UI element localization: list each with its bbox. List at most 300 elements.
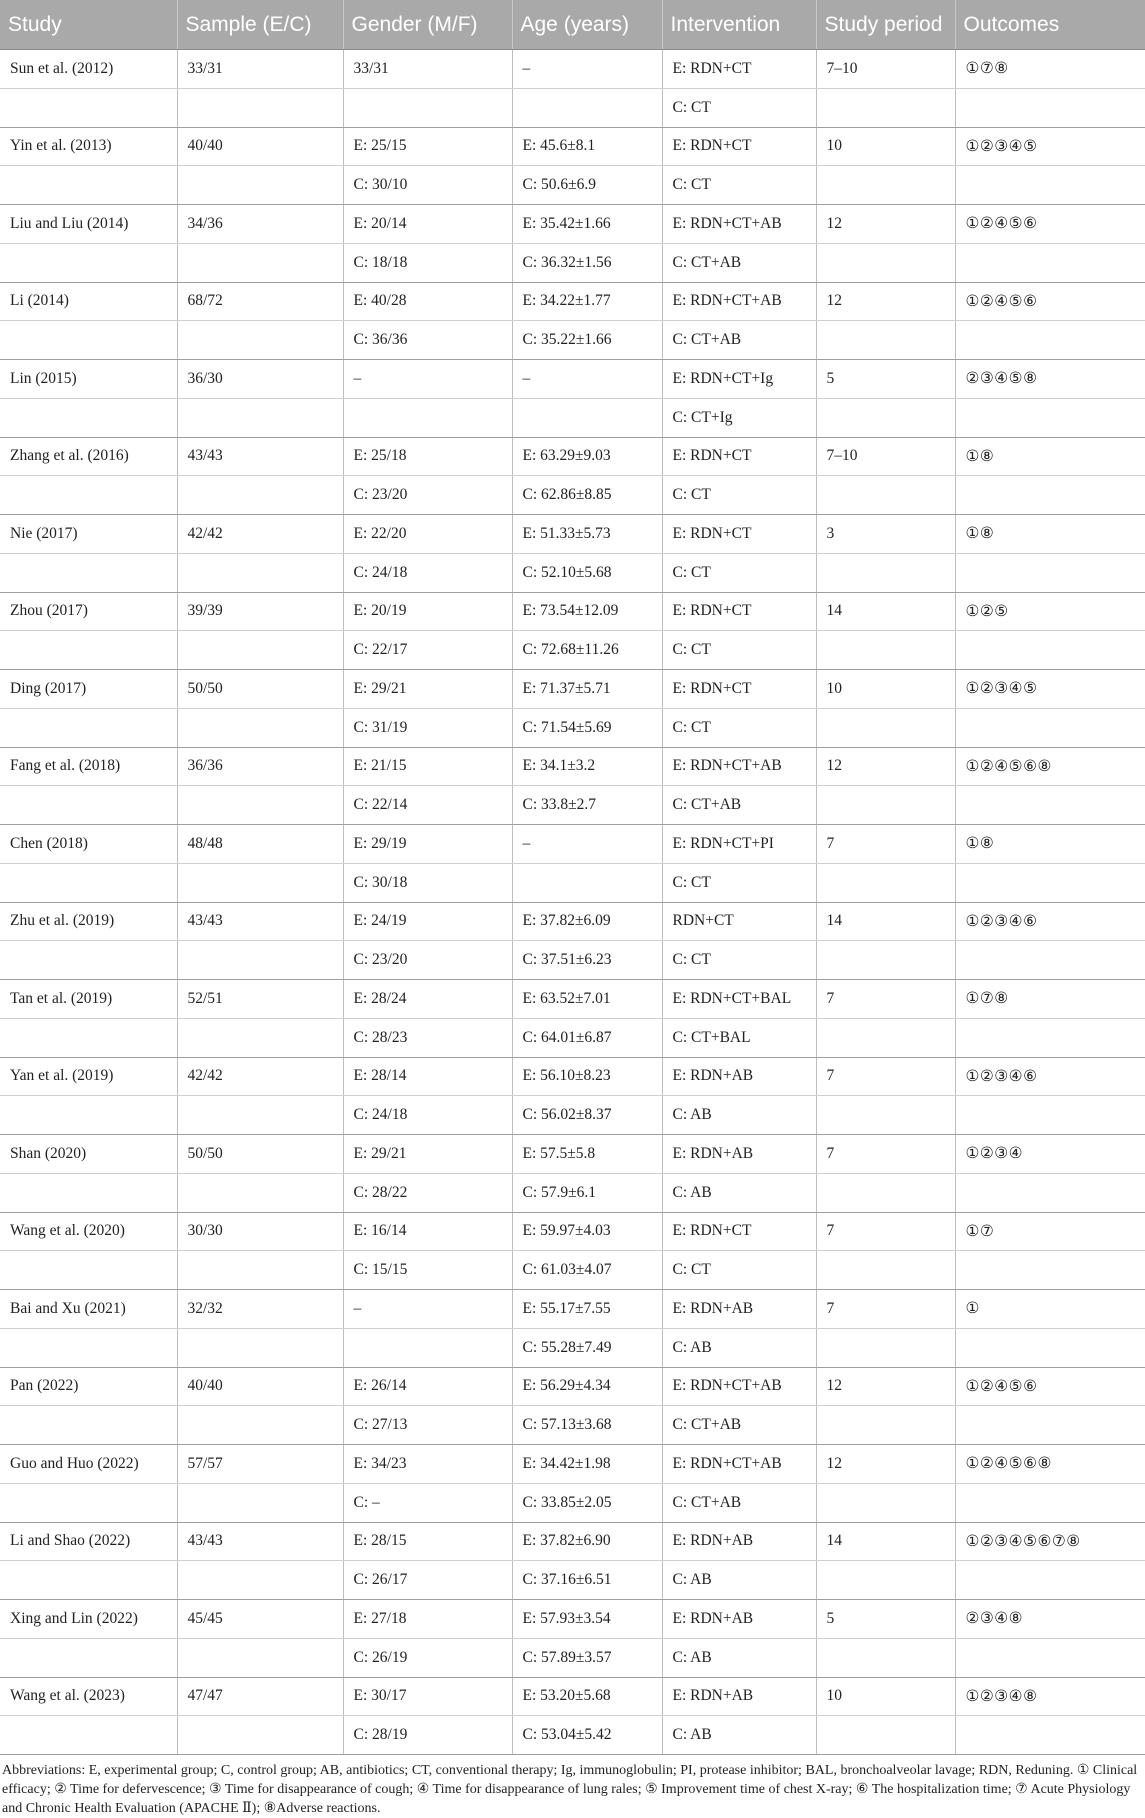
table-row-experimental xyxy=(0,1445,1145,1484)
table-row-experimental xyxy=(0,1677,1145,1716)
cell-intervention-e: E: RDN+AB xyxy=(662,1135,816,1174)
cell-age-e: – xyxy=(512,50,662,89)
cell-intervention-e: E: RDN+CT+AB xyxy=(662,282,816,321)
cell-intervention-c: C: CT xyxy=(662,1251,816,1290)
cell-age-e: E: 56.10±8.23 xyxy=(512,1057,662,1096)
cell-intervention-c: C: CT+AB xyxy=(662,321,816,360)
cell-gender-c xyxy=(343,88,512,127)
table-row-experimental xyxy=(0,670,1145,709)
cell-age-e: E: 59.97±4.03 xyxy=(512,1212,662,1251)
cell-study: Sun et al. (2012) xyxy=(0,50,177,89)
table-row-control xyxy=(0,1328,1145,1367)
cell-sample: 34/36 xyxy=(177,205,343,244)
cell-gender-e: E: 26/14 xyxy=(343,1367,512,1406)
cell-sample-blank xyxy=(177,1328,343,1367)
cell-sample-blank xyxy=(177,1173,343,1212)
cell-period: 10 xyxy=(816,127,955,166)
cell-sample-blank xyxy=(177,321,343,360)
cell-gender-e: E: 28/15 xyxy=(343,1522,512,1561)
cell-sample-blank xyxy=(177,1251,343,1290)
cell-outcomes: ①⑧ xyxy=(955,825,1145,864)
cell-study-blank xyxy=(0,1638,177,1677)
cell-gender-e: E: 29/21 xyxy=(343,670,512,709)
cell-sample: 40/40 xyxy=(177,127,343,166)
cell-outcomes-blank xyxy=(955,476,1145,515)
table-row-experimental xyxy=(0,1367,1145,1406)
cell-gender-e: E: 25/18 xyxy=(343,437,512,476)
cell-intervention-c: C: AB xyxy=(662,1561,816,1600)
cell-study-blank xyxy=(0,553,177,592)
cell-study: Xing and Lin (2022) xyxy=(0,1600,177,1639)
cell-study: Guo and Huo (2022) xyxy=(0,1445,177,1484)
cell-sample-blank xyxy=(177,398,343,437)
table-row-control xyxy=(0,1018,1145,1057)
cell-study: Liu and Liu (2014) xyxy=(0,205,177,244)
cell-gender-e: E: 28/24 xyxy=(343,980,512,1019)
cell-gender-c: C: 27/13 xyxy=(343,1406,512,1445)
cell-gender-c: C: 30/18 xyxy=(343,863,512,902)
table-row-experimental xyxy=(0,825,1145,864)
table-row-experimental xyxy=(0,282,1145,321)
cell-intervention-c: C: AB xyxy=(662,1716,816,1755)
cell-sample-blank xyxy=(177,941,343,980)
cell-outcomes: ① xyxy=(955,1290,1145,1329)
header-sample: Sample (E/C) xyxy=(177,0,343,50)
cell-gender-c: C: 15/15 xyxy=(343,1251,512,1290)
cell-study: Lin (2015) xyxy=(0,360,177,399)
cell-intervention-e: E: RDN+CT+AB xyxy=(662,1445,816,1484)
table-row-experimental xyxy=(0,1212,1145,1251)
cell-gender-c: C: 24/18 xyxy=(343,1096,512,1135)
table-row-experimental xyxy=(0,980,1145,1019)
cell-study-blank xyxy=(0,786,177,825)
cell-outcomes-blank xyxy=(955,941,1145,980)
cell-study-blank xyxy=(0,1483,177,1522)
cell-age-c: C: 71.54±5.69 xyxy=(512,708,662,747)
cell-gender-e: – xyxy=(343,360,512,399)
cell-period: 5 xyxy=(816,360,955,399)
table-row-experimental xyxy=(0,1057,1145,1096)
cell-study: Yin et al. (2013) xyxy=(0,127,177,166)
table-body xyxy=(0,50,1145,1755)
cell-sample: 68/72 xyxy=(177,282,343,321)
cell-outcomes-blank xyxy=(955,1251,1145,1290)
cell-gender-c: C: 22/17 xyxy=(343,631,512,670)
cell-sample-blank xyxy=(177,1716,343,1755)
cell-study: Ding (2017) xyxy=(0,670,177,709)
cell-outcomes: ①②⑤ xyxy=(955,592,1145,631)
cell-gender-c: C: 23/20 xyxy=(343,476,512,515)
cell-period-blank xyxy=(816,631,955,670)
cell-intervention-c: C: CT xyxy=(662,166,816,205)
cell-gender-c xyxy=(343,398,512,437)
cell-intervention-e: E: RDN+CT+AB xyxy=(662,205,816,244)
table-row-experimental xyxy=(0,360,1145,399)
cell-intervention-e: E: RDN+AB xyxy=(662,1522,816,1561)
cell-intervention-e: E: RDN+CT xyxy=(662,50,816,89)
cell-study: Chen (2018) xyxy=(0,825,177,864)
cell-period: 7 xyxy=(816,1212,955,1251)
cell-study-blank xyxy=(0,1173,177,1212)
table-row-control xyxy=(0,1716,1145,1755)
cell-sample: 32/32 xyxy=(177,1290,343,1329)
cell-study: Wang et al. (2020) xyxy=(0,1212,177,1251)
cell-period: 7 xyxy=(816,1057,955,1096)
cell-outcomes: ①②③④⑥ xyxy=(955,1057,1145,1096)
cell-age-c: C: 50.6±6.9 xyxy=(512,166,662,205)
table-row-control xyxy=(0,941,1145,980)
cell-age-e: E: 56.29±4.34 xyxy=(512,1367,662,1406)
cell-intervention-c: C: CT xyxy=(662,476,816,515)
cell-study: Shan (2020) xyxy=(0,1135,177,1174)
cell-study-blank xyxy=(0,1328,177,1367)
cell-age-e: E: 63.29±9.03 xyxy=(512,437,662,476)
table-row-experimental xyxy=(0,515,1145,554)
table-row-experimental xyxy=(0,437,1145,476)
cell-gender-c: C: 26/19 xyxy=(343,1638,512,1677)
header-outcomes: Outcomes xyxy=(955,0,1145,50)
cell-sample-blank xyxy=(177,166,343,205)
cell-study-blank xyxy=(0,941,177,980)
cell-sample: 52/51 xyxy=(177,980,343,1019)
cell-gender-e: E: 34/23 xyxy=(343,1445,512,1484)
cell-gender-e: 33/31 xyxy=(343,50,512,89)
cell-outcomes: ①②④⑤⑥⑧ xyxy=(955,747,1145,786)
cell-age-e: E: 37.82±6.90 xyxy=(512,1522,662,1561)
cell-period-blank xyxy=(816,398,955,437)
table-row-control xyxy=(0,243,1145,282)
cell-study: Zhang et al. (2016) xyxy=(0,437,177,476)
cell-intervention-c: C: CT xyxy=(662,941,816,980)
cell-sample: 48/48 xyxy=(177,825,343,864)
table-row-experimental xyxy=(0,1522,1145,1561)
cell-outcomes: ①②③④⑤⑥⑦⑧ xyxy=(955,1522,1145,1561)
cell-period-blank xyxy=(816,166,955,205)
cell-period-blank xyxy=(816,1406,955,1445)
cell-age-c xyxy=(512,863,662,902)
cell-outcomes-blank xyxy=(955,631,1145,670)
cell-age-e: E: 34.42±1.98 xyxy=(512,1445,662,1484)
cell-sample-blank xyxy=(177,553,343,592)
cell-sample: 47/47 xyxy=(177,1677,343,1716)
header-age: Age (years) xyxy=(512,0,662,50)
cell-sample-blank xyxy=(177,1483,343,1522)
cell-age-c: C: 64.01±6.87 xyxy=(512,1018,662,1057)
cell-age-e: E: 51.33±5.73 xyxy=(512,515,662,554)
cell-gender-e: E: 40/28 xyxy=(343,282,512,321)
table-row-control xyxy=(0,1638,1145,1677)
cell-age-c: C: 36.32±1.56 xyxy=(512,243,662,282)
cell-sample: 39/39 xyxy=(177,592,343,631)
cell-intervention-c: C: CT+AB xyxy=(662,1406,816,1445)
cell-period: 14 xyxy=(816,902,955,941)
cell-intervention-e: E: RDN+CT xyxy=(662,670,816,709)
cell-outcomes-blank xyxy=(955,786,1145,825)
cell-age-c xyxy=(512,398,662,437)
cell-study: Yan et al. (2019) xyxy=(0,1057,177,1096)
header-row xyxy=(0,0,1145,50)
cell-gender-e: E: 28/14 xyxy=(343,1057,512,1096)
cell-sample-blank xyxy=(177,1638,343,1677)
cell-sample: 40/40 xyxy=(177,1367,343,1406)
cell-study-blank xyxy=(0,476,177,515)
header-study: Study xyxy=(0,0,177,50)
cell-gender-e: E: 24/19 xyxy=(343,902,512,941)
cell-period: 5 xyxy=(816,1600,955,1639)
cell-outcomes-blank xyxy=(955,1483,1145,1522)
cell-study-blank xyxy=(0,166,177,205)
cell-gender-c: C: 31/19 xyxy=(343,708,512,747)
cell-age-c: C: 55.28±7.49 xyxy=(512,1328,662,1367)
cell-age-e: E: 45.6±8.1 xyxy=(512,127,662,166)
cell-study: Fang et al. (2018) xyxy=(0,747,177,786)
cell-intervention-e: E: RDN+CT xyxy=(662,515,816,554)
cell-gender-c: C: – xyxy=(343,1483,512,1522)
cell-age-c: C: 53.04±5.42 xyxy=(512,1716,662,1755)
cell-period: 3 xyxy=(816,515,955,554)
cell-study-blank xyxy=(0,708,177,747)
cell-period: 10 xyxy=(816,1677,955,1716)
cell-outcomes-blank xyxy=(955,1638,1145,1677)
cell-period-blank xyxy=(816,1018,955,1057)
cell-gender-e: E: 29/21 xyxy=(343,1135,512,1174)
table-row-control xyxy=(0,863,1145,902)
cell-intervention-c: C: CT+Ig xyxy=(662,398,816,437)
cell-age-e: E: 35.42±1.66 xyxy=(512,205,662,244)
cell-sample: 42/42 xyxy=(177,515,343,554)
cell-gender-e: E: 22/20 xyxy=(343,515,512,554)
table-row-control xyxy=(0,708,1145,747)
cell-intervention-c: C: AB xyxy=(662,1328,816,1367)
cell-study-blank xyxy=(0,1018,177,1057)
cell-outcomes-blank xyxy=(955,398,1145,437)
cell-age-c: C: 37.16±6.51 xyxy=(512,1561,662,1600)
cell-age-e: E: 34.1±3.2 xyxy=(512,747,662,786)
cell-outcomes-blank xyxy=(955,1328,1145,1367)
cell-intervention-c: C: CT+AB xyxy=(662,786,816,825)
cell-sample: 42/42 xyxy=(177,1057,343,1096)
cell-study-blank xyxy=(0,631,177,670)
cell-outcomes: ①⑦⑧ xyxy=(955,50,1145,89)
cell-outcomes: ①②③④⑥ xyxy=(955,902,1145,941)
cell-period-blank xyxy=(816,243,955,282)
cell-gender-e: E: 30/17 xyxy=(343,1677,512,1716)
cell-sample: 57/57 xyxy=(177,1445,343,1484)
table-row-experimental xyxy=(0,50,1145,89)
cell-age-c: C: 35.22±1.66 xyxy=(512,321,662,360)
cell-sample: 36/30 xyxy=(177,360,343,399)
cell-outcomes: ①②③④ xyxy=(955,1135,1145,1174)
cell-period: 7 xyxy=(816,980,955,1019)
cell-sample-blank xyxy=(177,631,343,670)
table-row-experimental xyxy=(0,902,1145,941)
cell-intervention-c: C: CT xyxy=(662,553,816,592)
table-row-experimental xyxy=(0,1135,1145,1174)
cell-sample-blank xyxy=(177,708,343,747)
table-row-control xyxy=(0,321,1145,360)
cell-age-e: – xyxy=(512,360,662,399)
cell-study: Wang et al. (2023) xyxy=(0,1677,177,1716)
cell-sample-blank xyxy=(177,88,343,127)
cell-outcomes-blank xyxy=(955,1406,1145,1445)
cell-gender-c: C: 24/18 xyxy=(343,553,512,592)
cell-intervention-e: E: RDN+AB xyxy=(662,1057,816,1096)
header-intervention: Intervention xyxy=(662,0,816,50)
cell-gender-c: C: 26/17 xyxy=(343,1561,512,1600)
cell-intervention-c: C: CT xyxy=(662,631,816,670)
cell-study-blank xyxy=(0,398,177,437)
cell-age-c: C: 33.8±2.7 xyxy=(512,786,662,825)
cell-outcomes: ①②④⑤⑥ xyxy=(955,282,1145,321)
cell-intervention-c: C: CT+AB xyxy=(662,243,816,282)
cell-study: Zhou (2017) xyxy=(0,592,177,631)
cell-sample: 45/45 xyxy=(177,1600,343,1639)
cell-intervention-e: E: RDN+AB xyxy=(662,1677,816,1716)
table-footnote: Abbreviations: E, experimental group; C, control group; AB, antibiotics; CT, conventional therapy; Ig, immunoglobulin; PI, protease inhibitor; BAL, bronchoalveolar lavage; RDN, Reduning. ① Clinical efficacy; ② Time for defervescence; ③ Time for disappearance of cough; ④ Time for disappearance of lung rales; ⑤ Improvement time of chest X-ray; ⑥ The hospitalization time; ⑦ Acute Physiology and Chronic Health Evaluation (APACHE Ⅱ); ⑧Adverse reactions. xyxy=(2,1763,1138,1816)
cell-sample: 33/31 xyxy=(177,50,343,89)
cell-intervention-e: E: RDN+CT xyxy=(662,127,816,166)
cell-age-c xyxy=(512,88,662,127)
cell-study: Li and Shao (2022) xyxy=(0,1522,177,1561)
cell-age-e: E: 57.5±5.8 xyxy=(512,1135,662,1174)
cell-outcomes: ①⑦ xyxy=(955,1212,1145,1251)
cell-period-blank xyxy=(816,1483,955,1522)
cell-study: Pan (2022) xyxy=(0,1367,177,1406)
cell-study-blank xyxy=(0,1251,177,1290)
cell-study: Li (2014) xyxy=(0,282,177,321)
cell-period: 7 xyxy=(816,825,955,864)
cell-outcomes: ①⑧ xyxy=(955,515,1145,554)
cell-outcomes: ①②③④⑤ xyxy=(955,127,1145,166)
cell-age-c: C: 52.10±5.68 xyxy=(512,553,662,592)
cell-gender-e: – xyxy=(343,1290,512,1329)
cell-age-e: E: 57.93±3.54 xyxy=(512,1600,662,1639)
table-row-control xyxy=(0,166,1145,205)
cell-intervention-c: C: CT+AB xyxy=(662,1483,816,1522)
table-row-control xyxy=(0,786,1145,825)
cell-outcomes: ①②③④⑤ xyxy=(955,670,1145,709)
cell-intervention-e: E: RDN+AB xyxy=(662,1600,816,1639)
table-row-experimental xyxy=(0,127,1145,166)
cell-period: 7–10 xyxy=(816,50,955,89)
cell-gender-c: C: 18/18 xyxy=(343,243,512,282)
cell-intervention-e: E: RDN+CT xyxy=(662,437,816,476)
cell-age-c: C: 57.9±6.1 xyxy=(512,1173,662,1212)
cell-gender-c: C: 22/14 xyxy=(343,786,512,825)
cell-sample-blank xyxy=(177,1561,343,1600)
cell-outcomes: ①⑦⑧ xyxy=(955,980,1145,1019)
header-gender: Gender (M/F) xyxy=(343,0,512,50)
cell-period-blank xyxy=(816,863,955,902)
table-row-control xyxy=(0,631,1145,670)
cell-study: Zhu et al. (2019) xyxy=(0,902,177,941)
cell-gender-c: C: 28/19 xyxy=(343,1716,512,1755)
cell-study-blank xyxy=(0,321,177,360)
table-row-control xyxy=(0,1096,1145,1135)
cell-gender-c: C: 23/20 xyxy=(343,941,512,980)
cell-study-blank xyxy=(0,1096,177,1135)
cell-outcomes-blank xyxy=(955,1173,1145,1212)
cell-intervention-c: C: AB xyxy=(662,1638,816,1677)
cell-age-e: E: 55.17±7.55 xyxy=(512,1290,662,1329)
cell-sample-blank xyxy=(177,786,343,825)
cell-outcomes-blank xyxy=(955,166,1145,205)
cell-gender-e: E: 20/14 xyxy=(343,205,512,244)
cell-intervention-c: C: CT xyxy=(662,88,816,127)
cell-age-c: C: 57.89±3.57 xyxy=(512,1638,662,1677)
cell-sample: 50/50 xyxy=(177,670,343,709)
cell-outcomes: ②③④⑤⑧ xyxy=(955,360,1145,399)
cell-outcomes-blank xyxy=(955,1096,1145,1135)
table-row-control xyxy=(0,398,1145,437)
cell-intervention-e: E: RDN+CT+BAL xyxy=(662,980,816,1019)
cell-study-blank xyxy=(0,243,177,282)
cell-study-blank xyxy=(0,1716,177,1755)
table-row-experimental xyxy=(0,205,1145,244)
cell-study-blank xyxy=(0,1561,177,1600)
cell-period: 12 xyxy=(816,205,955,244)
cell-period-blank xyxy=(816,786,955,825)
cell-study: Nie (2017) xyxy=(0,515,177,554)
table-row-control xyxy=(0,1561,1145,1600)
cell-period-blank xyxy=(816,1561,955,1600)
cell-period-blank xyxy=(816,476,955,515)
cell-period: 14 xyxy=(816,592,955,631)
cell-gender-c: C: 28/23 xyxy=(343,1018,512,1057)
cell-period: 12 xyxy=(816,747,955,786)
cell-age-e: E: 71.37±5.71 xyxy=(512,670,662,709)
cell-gender-e: E: 21/15 xyxy=(343,747,512,786)
table-row-control xyxy=(0,1406,1145,1445)
cell-period-blank xyxy=(816,1096,955,1135)
cell-intervention-e: E: RDN+CT+PI xyxy=(662,825,816,864)
cell-period-blank xyxy=(816,88,955,127)
cell-period-blank xyxy=(816,1173,955,1212)
cell-sample-blank xyxy=(177,1018,343,1057)
cell-period: 10 xyxy=(816,670,955,709)
cell-age-c: C: 57.13±3.68 xyxy=(512,1406,662,1445)
cell-outcomes: ①②③④⑧ xyxy=(955,1677,1145,1716)
cell-age-e: E: 34.22±1.77 xyxy=(512,282,662,321)
table-row-experimental xyxy=(0,1600,1145,1639)
cell-intervention-e: RDN+CT xyxy=(662,902,816,941)
cell-age-c: C: 61.03±4.07 xyxy=(512,1251,662,1290)
cell-period-blank xyxy=(816,708,955,747)
cell-sample-blank xyxy=(177,476,343,515)
cell-sample: 43/43 xyxy=(177,902,343,941)
cell-intervention-c: C: AB xyxy=(662,1096,816,1135)
cell-gender-e: E: 20/19 xyxy=(343,592,512,631)
cell-study-blank xyxy=(0,1406,177,1445)
cell-outcomes: ①②④⑤⑥ xyxy=(955,1367,1145,1406)
cell-age-e: E: 53.20±5.68 xyxy=(512,1677,662,1716)
cell-period: 7–10 xyxy=(816,437,955,476)
cell-period-blank xyxy=(816,1251,955,1290)
cell-period-blank xyxy=(816,1638,955,1677)
table-row-control xyxy=(0,1251,1145,1290)
cell-gender-e: E: 27/18 xyxy=(343,1600,512,1639)
cell-period-blank xyxy=(816,1328,955,1367)
cell-period-blank xyxy=(816,1716,955,1755)
cell-outcomes: ①②④⑤⑥⑧ xyxy=(955,1445,1145,1484)
cell-outcomes-blank xyxy=(955,321,1145,360)
cell-period: 12 xyxy=(816,1367,955,1406)
table-row-experimental xyxy=(0,592,1145,631)
cell-sample-blank xyxy=(177,1406,343,1445)
cell-age-c: C: 56.02±8.37 xyxy=(512,1096,662,1135)
table-row-control xyxy=(0,553,1145,592)
cell-intervention-e: E: RDN+CT xyxy=(662,1212,816,1251)
